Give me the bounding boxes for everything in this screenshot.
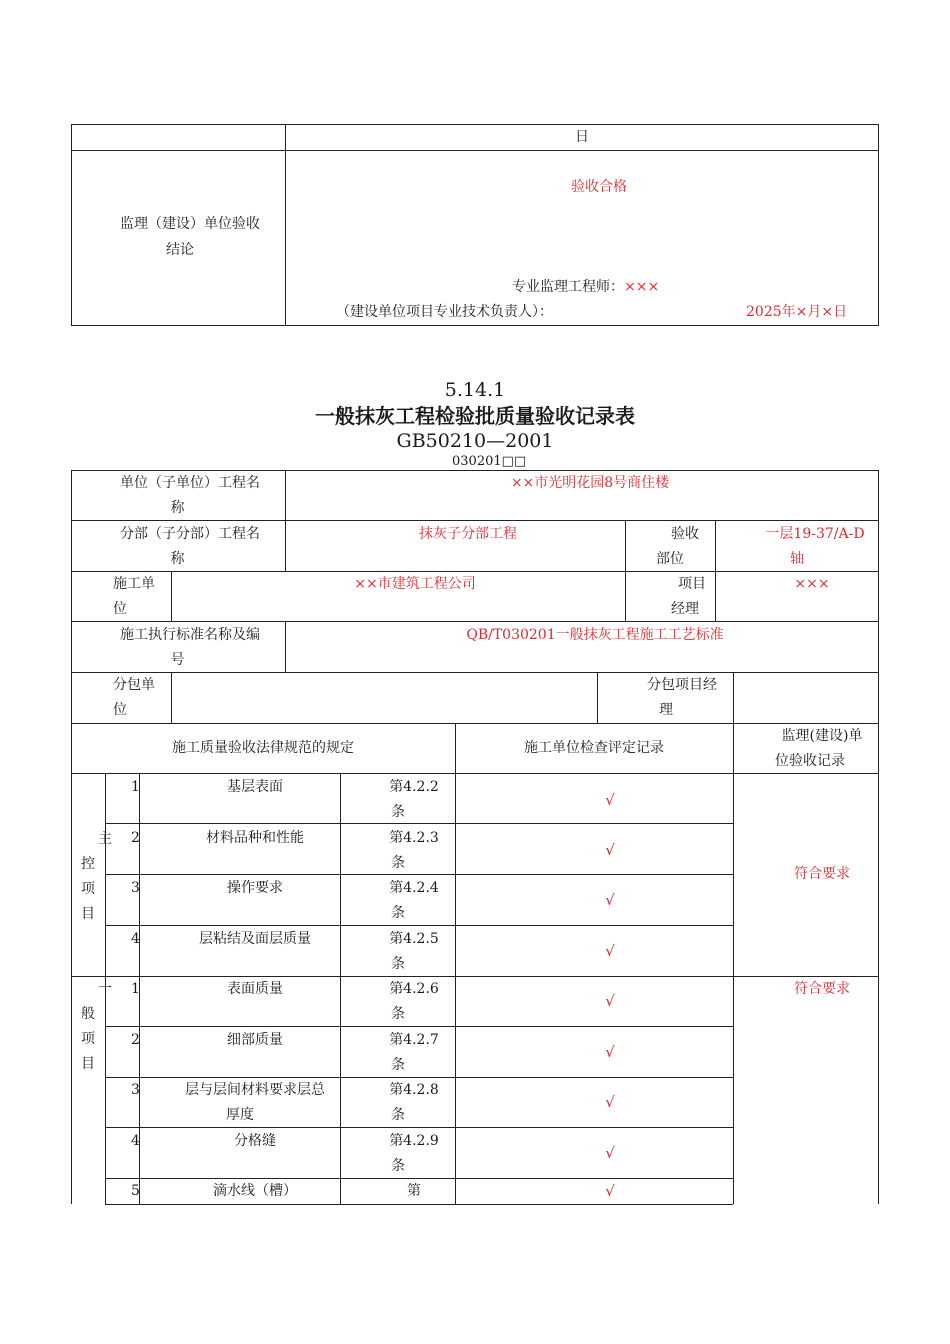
sign-date: 2025年×月×日 xyxy=(746,304,848,320)
sub-project-label: 分部（子分部）工程名 xyxy=(120,526,260,542)
check-mark: √ xyxy=(605,1144,615,1162)
standard-code: GB50210—2001 xyxy=(396,430,554,452)
sub-project-value: 抹灰子分部工程 xyxy=(419,526,517,542)
regulation-column-header: 施工质量验收法律规范的规定 xyxy=(172,740,354,756)
form-title: 一般抹灰工程检验批质量验收记录表 xyxy=(315,404,635,428)
sub-project-label-2: 称 xyxy=(170,551,185,567)
item-clause: 第4.2.3 xyxy=(389,830,439,846)
owner-label: （建设单位项目专业技术负责人）： xyxy=(336,304,553,320)
pm-label-2: 经理 xyxy=(671,601,699,617)
item-clause: 第 xyxy=(407,1183,421,1199)
pm-value: ××× xyxy=(794,576,830,592)
item-clause-2: 条 xyxy=(391,1006,405,1022)
item-number: 1 xyxy=(131,981,140,997)
standard-label: 施工执行标准名称及编 xyxy=(120,627,260,643)
inspection-result: 验收合格 xyxy=(571,179,627,195)
contractor-label: 施工单 xyxy=(113,576,155,592)
check-mark: √ xyxy=(605,891,615,909)
item-clause: 第4.2.4 xyxy=(389,880,439,896)
inspect-part-label-2: 部位 xyxy=(656,551,684,567)
general-items-label-4: 目 xyxy=(81,1056,95,1072)
check-mark: √ xyxy=(605,1093,615,1111)
item-clause: 第4.2.7 xyxy=(389,1032,439,1048)
item-clause: 第4.2.5 xyxy=(389,931,439,947)
sub-pm-label-2: 理 xyxy=(659,702,673,718)
engineer-name: ××× xyxy=(624,279,660,295)
pm-label: 项目 xyxy=(678,576,706,592)
item-name: 层与层间材料要求层总 xyxy=(185,1082,325,1098)
item-number: 3 xyxy=(131,1082,140,1098)
inspect-part-label: 验收 xyxy=(671,526,699,542)
main-items-label-3: 项 xyxy=(81,881,95,897)
item-number: 4 xyxy=(131,1133,140,1149)
standard-value: QB/T030201一般抹灰工程施工工艺标准 xyxy=(466,627,724,643)
subcontractor-label-2: 位 xyxy=(113,702,127,718)
item-clause: 第4.2.8 xyxy=(389,1082,439,1098)
item-name: 分格缝 xyxy=(234,1133,276,1149)
unit-project-label-2: 称 xyxy=(170,500,185,516)
check-mark: √ xyxy=(605,1043,615,1061)
sub-pm-label: 分包项目经 xyxy=(647,677,717,693)
item-number: 5 xyxy=(131,1183,140,1199)
item-name: 层粘结及面层质量 xyxy=(199,931,311,947)
general-items-label-3: 项 xyxy=(81,1031,95,1047)
item-clause-2: 条 xyxy=(391,956,405,972)
supervisor-conclusion-label: 监理（建设）单位验收 xyxy=(120,216,260,232)
contractor-check-column-header: 施工单位检查评定记录 xyxy=(524,740,664,756)
item-clause: 第4.2.6 xyxy=(389,981,439,997)
form-code: 030201□□ xyxy=(452,454,527,469)
item-number: 3 xyxy=(131,880,140,896)
check-mark: √ xyxy=(605,1182,615,1200)
main-items-result: 符合要求 xyxy=(794,866,850,882)
item-clause-2: 条 xyxy=(391,1057,405,1073)
item-clause-2: 条 xyxy=(391,1158,405,1174)
item-number: 2 xyxy=(131,1032,140,1048)
inspect-part-value: 一层19-37/A-D xyxy=(765,526,865,542)
item-name: 基层表面 xyxy=(227,779,283,795)
general-items-result: 符合要求 xyxy=(794,981,850,997)
main-items-label-1: 主 xyxy=(98,831,112,847)
item-name: 表面质量 xyxy=(227,981,283,997)
contractor-label-2: 位 xyxy=(113,601,127,617)
item-clause-2: 条 xyxy=(391,1107,405,1123)
item-number: 4 xyxy=(131,931,140,947)
main-items-label-2: 控 xyxy=(81,856,95,872)
item-clause: 第4.2.2 xyxy=(389,779,439,795)
item-name: 滴水线（槽） xyxy=(213,1183,297,1199)
item-name: 细部质量 xyxy=(227,1032,283,1048)
supervisor-column-header-2: 位验收记录 xyxy=(775,753,845,769)
item-number: 2 xyxy=(131,830,140,846)
section-number: 5.14.1 xyxy=(444,379,506,401)
general-items-label-1: 一 xyxy=(98,981,112,997)
unit-project-label: 单位（子单位）工程名 xyxy=(120,475,260,491)
item-name-2: 厚度 xyxy=(226,1107,254,1123)
day-char: 日 xyxy=(575,129,589,145)
supervisor-column-header: 监理(建设)单 xyxy=(781,728,863,744)
supervisor-conclusion-label-2: 结论 xyxy=(166,242,194,258)
check-mark: √ xyxy=(605,791,615,809)
general-items-label-2: 般 xyxy=(81,1006,95,1022)
check-mark: √ xyxy=(605,841,615,859)
item-clause-2: 条 xyxy=(391,855,405,871)
subcontractor-label: 分包单 xyxy=(113,677,155,693)
item-clause-2: 条 xyxy=(391,905,405,921)
contractor-value: ××市建筑工程公司 xyxy=(354,576,476,592)
inspect-part-value-2: 轴 xyxy=(790,551,804,567)
main-items-label-4: 目 xyxy=(81,906,95,922)
check-mark: √ xyxy=(605,942,615,960)
item-clause-2: 条 xyxy=(391,804,405,820)
item-name: 材料品种和性能 xyxy=(206,830,304,846)
check-mark: √ xyxy=(605,992,615,1010)
unit-project-value: ××市光明花园8号商住楼 xyxy=(510,475,670,491)
engineer-label: 专业监理工程师： xyxy=(512,279,624,295)
standard-label-2: 号 xyxy=(170,652,185,668)
item-number: 1 xyxy=(131,779,140,795)
item-name: 操作要求 xyxy=(227,880,283,896)
item-clause: 第4.2.9 xyxy=(389,1133,439,1149)
